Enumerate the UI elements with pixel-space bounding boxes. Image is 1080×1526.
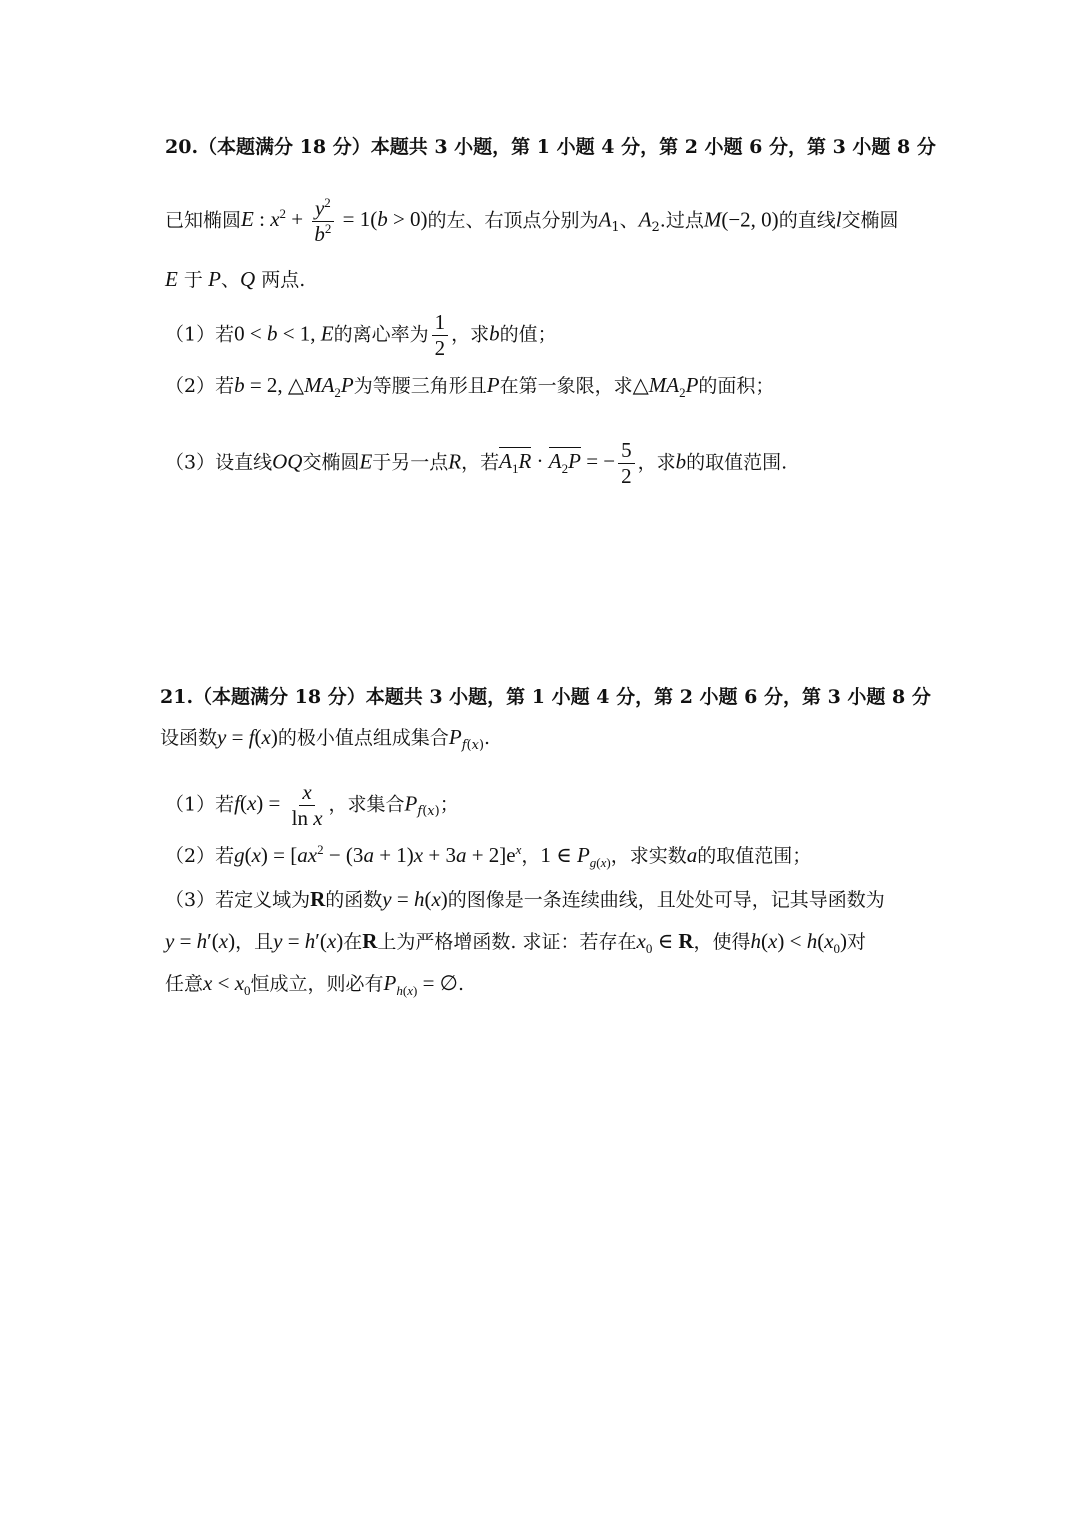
q21-part-1: （1）若f(x) = $\frac{x}{\text{ln x}}$ ，求集合$P_{f(x)}$； (165, 780, 459, 830)
q21-part-3-line-2: y = h′(x)，且y = h′(x)在R上为严格增函数. 求证：若存在$x_0$ ∈ R，使得$h(x) < h(x_0)$对 (165, 929, 867, 957)
ellipse-equation: E : $x^2$ + $\frac{y^2}{b^2}$ = 1(b > 0) (241, 195, 428, 246)
q20-header: 20.（本题满分 18 分）本题共 3 小题，第 1 小题 4 分，第 2 小题 6 分，第 3 小题 8 分 (165, 136, 936, 158)
q20-stem-line-1: 已知椭圆E : $x^2$ + $\frac{y^2}{b^2}$ = 1(b > 0)的左、右顶点分别为$A_1$、$A_2$.过点M(−2, 0)的直线l交椭圆 (165, 195, 899, 246)
q21-part-3-line-1: （3）若定义域为R的函数y = h(x)的图像是一条连续曲线，且处处可导，记其导函数为 (165, 887, 885, 911)
q20-stem-line-2: E 于 P、Q 两点. (165, 267, 306, 291)
q20-part-2: （2）若b = 2, $\triangle MA_2P$为等腰三角形且P在第一象限，求$\triangle MA_2P$的面积； (165, 373, 775, 401)
q20-part-1: （1）若0 < b < 1, E的离心率为 $\frac{1}{2}$ ，求b的值； (165, 310, 557, 360)
q21-header: 21.（本题满分 18 分）本题共 3 小题，第 1 小题 4 分，第 2 小题 6 分，第 3 小题 8 分 (160, 686, 931, 708)
q21-part-3-line-3: 任意$x < x_0$恒成立，则必有$P_{h(x)}$ = ∅. (165, 971, 465, 999)
q21-part-2: （2）若$g(x) = [ax^2 - (3a + 1)x + 3a + 2]e^x$，1 ∈ $P_{g(x)}$，求实数a的取值范围； (165, 842, 812, 871)
q20-part-3: （3）设直线OQ交椭圆E于另一点R，若$A_1R \cdot A_2P$ = − $\frac{5}{2}$ ，求b的取值范围. (165, 438, 788, 488)
q21-intro: 设函数y = f(x)的极小值点组成集合$P_{f(x)}$. (160, 725, 491, 753)
